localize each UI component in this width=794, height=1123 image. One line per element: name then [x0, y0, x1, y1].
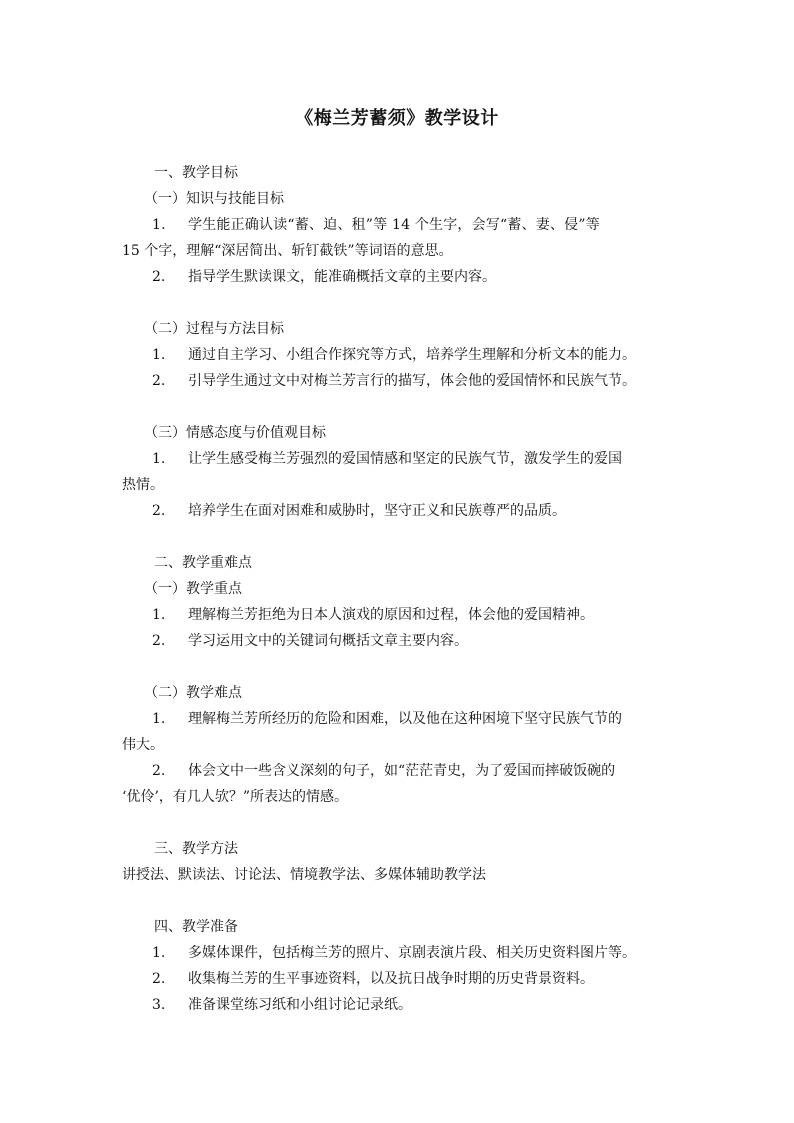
list-item [122, 992, 682, 1018]
section-heading: 一、教学目标 [154, 165, 238, 181]
list-item [122, 498, 682, 524]
list-item [122, 758, 682, 784]
item-continuation: 热情。 [122, 477, 164, 493]
section-heading: 三、教学方法 [154, 841, 238, 857]
item-number: 2. [152, 763, 166, 779]
methods-text: 讲授法、默读法、讨论法、情境教学法、多媒体辅助教学法 [122, 867, 486, 883]
item-number: 1. [152, 945, 166, 961]
item-text: 学生能正确认读“蓄、迫、租”等 14 个生字，会写“蓄、妻、侵”等 [188, 217, 600, 233]
spacer [122, 394, 682, 420]
subsection-heading: （三）情感态度与价值观目标 [144, 425, 326, 441]
list-item [122, 706, 682, 732]
item-text: 准备课堂练习纸和小组讨论记录纸。 [188, 997, 412, 1013]
item-text: 学习运用文中的关键词句概括文章主要内容。 [188, 633, 468, 649]
item-number: 1. [152, 217, 166, 233]
item-number: 2. [152, 971, 166, 987]
spacer [122, 888, 682, 914]
spacer [122, 810, 682, 836]
list-item [122, 212, 682, 238]
spacer [122, 524, 682, 550]
subsection-heading: （一）教学重点 [144, 581, 242, 597]
list-item [122, 602, 682, 628]
section-heading: 二、教学重难点 [154, 555, 252, 571]
item-continuation: ‘优伶’，有几人欤？”所表达的情感。 [122, 789, 349, 805]
spacer [122, 290, 682, 316]
subsection-heading: （一）知识与技能目标 [144, 191, 284, 207]
item-text: 理解梅兰芳拒绝为日本人演戏的原因和过程，体会他的爱国精神。 [188, 607, 594, 623]
item-text: 体会文中一些含义深刻的句子，如“茫茫青史，为了爱国而摔破饭碗的 [188, 763, 616, 779]
list-item [122, 342, 682, 368]
item-number: 2. [152, 269, 166, 285]
item-number: 2. [152, 633, 166, 649]
item-text: 多媒体课件，包括梅兰芳的照片、京剧表演片段、相关历史资料图片等。 [188, 945, 636, 961]
item-text: 让学生感受梅兰芳强烈的爱国情感和坚定的民族气节，激发学生的爱国 [188, 451, 622, 467]
document-body [122, 160, 682, 1018]
section-heading: 四、教学准备 [154, 919, 238, 935]
item-text: 培养学生在面对困难和威胁时，坚守正义和民族尊严的品质。 [188, 503, 566, 519]
item-text: 引导学生通过文中对梅兰芳言行的描写，体会他的爱国情怀和民族气节。 [188, 373, 636, 389]
item-number: 1. [152, 347, 166, 363]
item-text: 理解梅兰芳所经历的危险和困难，以及他在这种困境下坚守民族气节的 [188, 711, 622, 727]
subsection-heading: （二）教学难点 [144, 685, 242, 701]
list-item [122, 628, 682, 654]
item-number: 1. [152, 451, 166, 467]
item-number: 3. [152, 997, 166, 1013]
list-item [122, 264, 682, 290]
subsection-heading: （二）过程与方法目标 [144, 321, 284, 337]
item-number: 2. [152, 373, 166, 389]
item-number: 2. [152, 503, 166, 519]
item-continuation: 伟大。 [122, 737, 164, 753]
item-number: 1. [152, 607, 166, 623]
list-item [122, 966, 682, 992]
item-number: 1. [152, 711, 166, 727]
list-item [122, 446, 682, 472]
item-text: 收集梅兰芳的生平事迹资料，以及抗日战争时期的历史背景资料。 [188, 971, 594, 987]
list-item [122, 368, 682, 394]
spacer [122, 654, 682, 680]
item-continuation: 15 个字，理解“深居简出、斩钉截铁”等词语的意思。 [122, 243, 453, 259]
item-text: 指导学生默读课文，能准确概括文章的主要内容。 [188, 269, 496, 285]
list-item [122, 940, 682, 966]
item-text: 通过自主学习、小组合作探究等方式，培养学生理解和分析文本的能力。 [188, 347, 636, 363]
document-title: 《梅兰芳蓄须》教学设计 [295, 108, 499, 129]
